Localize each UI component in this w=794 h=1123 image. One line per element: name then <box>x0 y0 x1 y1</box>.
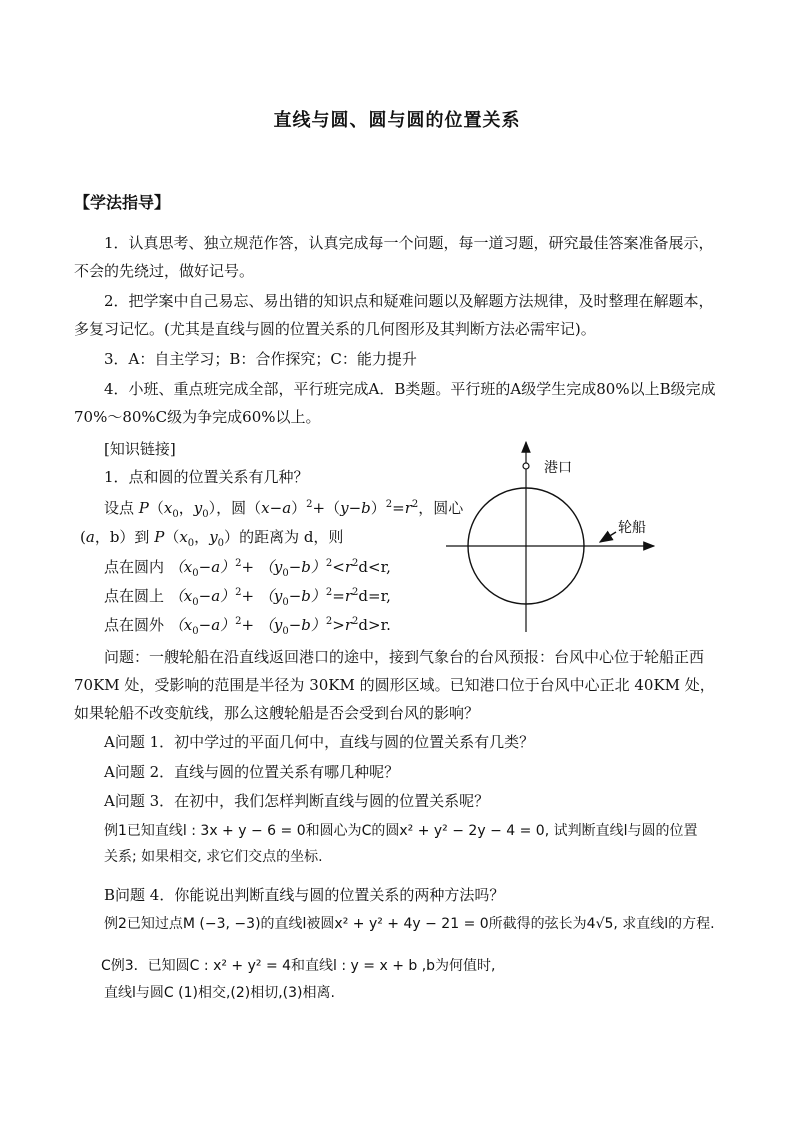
outside-condition: 点在圆外 $(x_0-a)^2+ (y_0-b)^2>r^2d>r$. <box>104 616 391 637</box>
example-2: 例2已知过点M (−3, −3)的直线l被圆x² + y² + 4y − 21 = 0所截得的弦长为4√5, 求直线l的方程. <box>104 916 715 932</box>
inside-condition: 点在圆内 $(x_0-a)^2+ (y_0-b)^2<r^2d<r$, <box>104 558 391 579</box>
question-1: 1．点和圆的位置关系有几种？ <box>104 468 309 486</box>
knowledge-link: [知识链接] <box>104 440 176 458</box>
example-3-line-2: 直线l与圆C (1)相交,(2)相切,(3)相离. <box>104 985 335 1001</box>
setup-line-2: (a，b）到 $P(x_0$，$y_0$）的距离为 d，则 <box>80 528 344 549</box>
page-title: 直线与圆、圆与圆的位置关系 <box>273 110 521 131</box>
example-3-line-1: C例3．已知圆C : x² + y² = 4和直线l : y = x + b ,b为何值时, <box>101 958 496 974</box>
typhoon-figure <box>440 438 670 638</box>
question-a3: A问题 3．在初中，我们怎样判断直线与圆的位置关系呢？ <box>104 792 490 810</box>
guide-4: 4．小班、重点班完成全部，平行班完成A．B类题。平行班的A级学生完成80%以上B级完成70%～80%C级为争完成60%以上。 <box>74 380 716 426</box>
ship-arrow <box>600 532 616 542</box>
section-heading: 【学法指导】 <box>74 193 171 212</box>
setup-line-1: 设点 $P(x_0$，$y_0$），圆$(x-a)^2+(y-b)^2=r^2$，圆心 <box>104 499 464 520</box>
question-a2: A问题 2．直线与圆的位置关系有哪几种呢？ <box>104 763 400 781</box>
question-b4: B问题 4．你能说出判断直线与圆的位置关系的两种方法吗？ <box>104 886 505 904</box>
problem-text: 问题：一艘轮船在沿直线返回港口的途中，接到气象台的台风预报：台风中心位于轮船正西 70KM 处，受影响的范围是半径为 30KM 的圆形区域。已知港口位于台风中心正北 40KM 处，如果轮船不改变航线，那么这艘轮船是否会受到台风的影响？ <box>74 648 715 722</box>
port-point <box>523 463 529 469</box>
guide-3: 3．A：自主学习；B：合作探究；C：能力提升 <box>104 350 417 368</box>
port-label: 港口 <box>544 460 572 476</box>
example-1-line-2: 关系; 如果相交, 求它们交点的坐标. <box>104 849 323 865</box>
ship-label: 轮船 <box>618 520 646 536</box>
question-a1: A问题 1．初中学过的平面几何中，直线与圆的位置关系有几类？ <box>104 733 535 751</box>
guide-1: 1．认真思考、独立规范作答，认真完成每一个问题，每一道习题，研究最佳答案准备展示，不会的先绕过，做好记号。 <box>74 234 714 280</box>
on-condition: 点在圆上 $(x_0-a)^2+ (y_0-b)^2=r^2d=r$, <box>104 587 391 608</box>
guide-2: 2．把学案中自己易忘、易出错的知识点和疑难问题以及解题方法规律，及时整理在解题本，多复习记忆。(尤其是直线与圆的位置关系的几何图形及其判断方法必需牢记)。 <box>74 292 714 338</box>
example-1-line-1: 例1已知直线l : 3x + y − 6 = 0和圆心为C的圆x² + y² − 2y − 4 = 0, 试判断直线l与圆的位置 <box>104 823 698 839</box>
